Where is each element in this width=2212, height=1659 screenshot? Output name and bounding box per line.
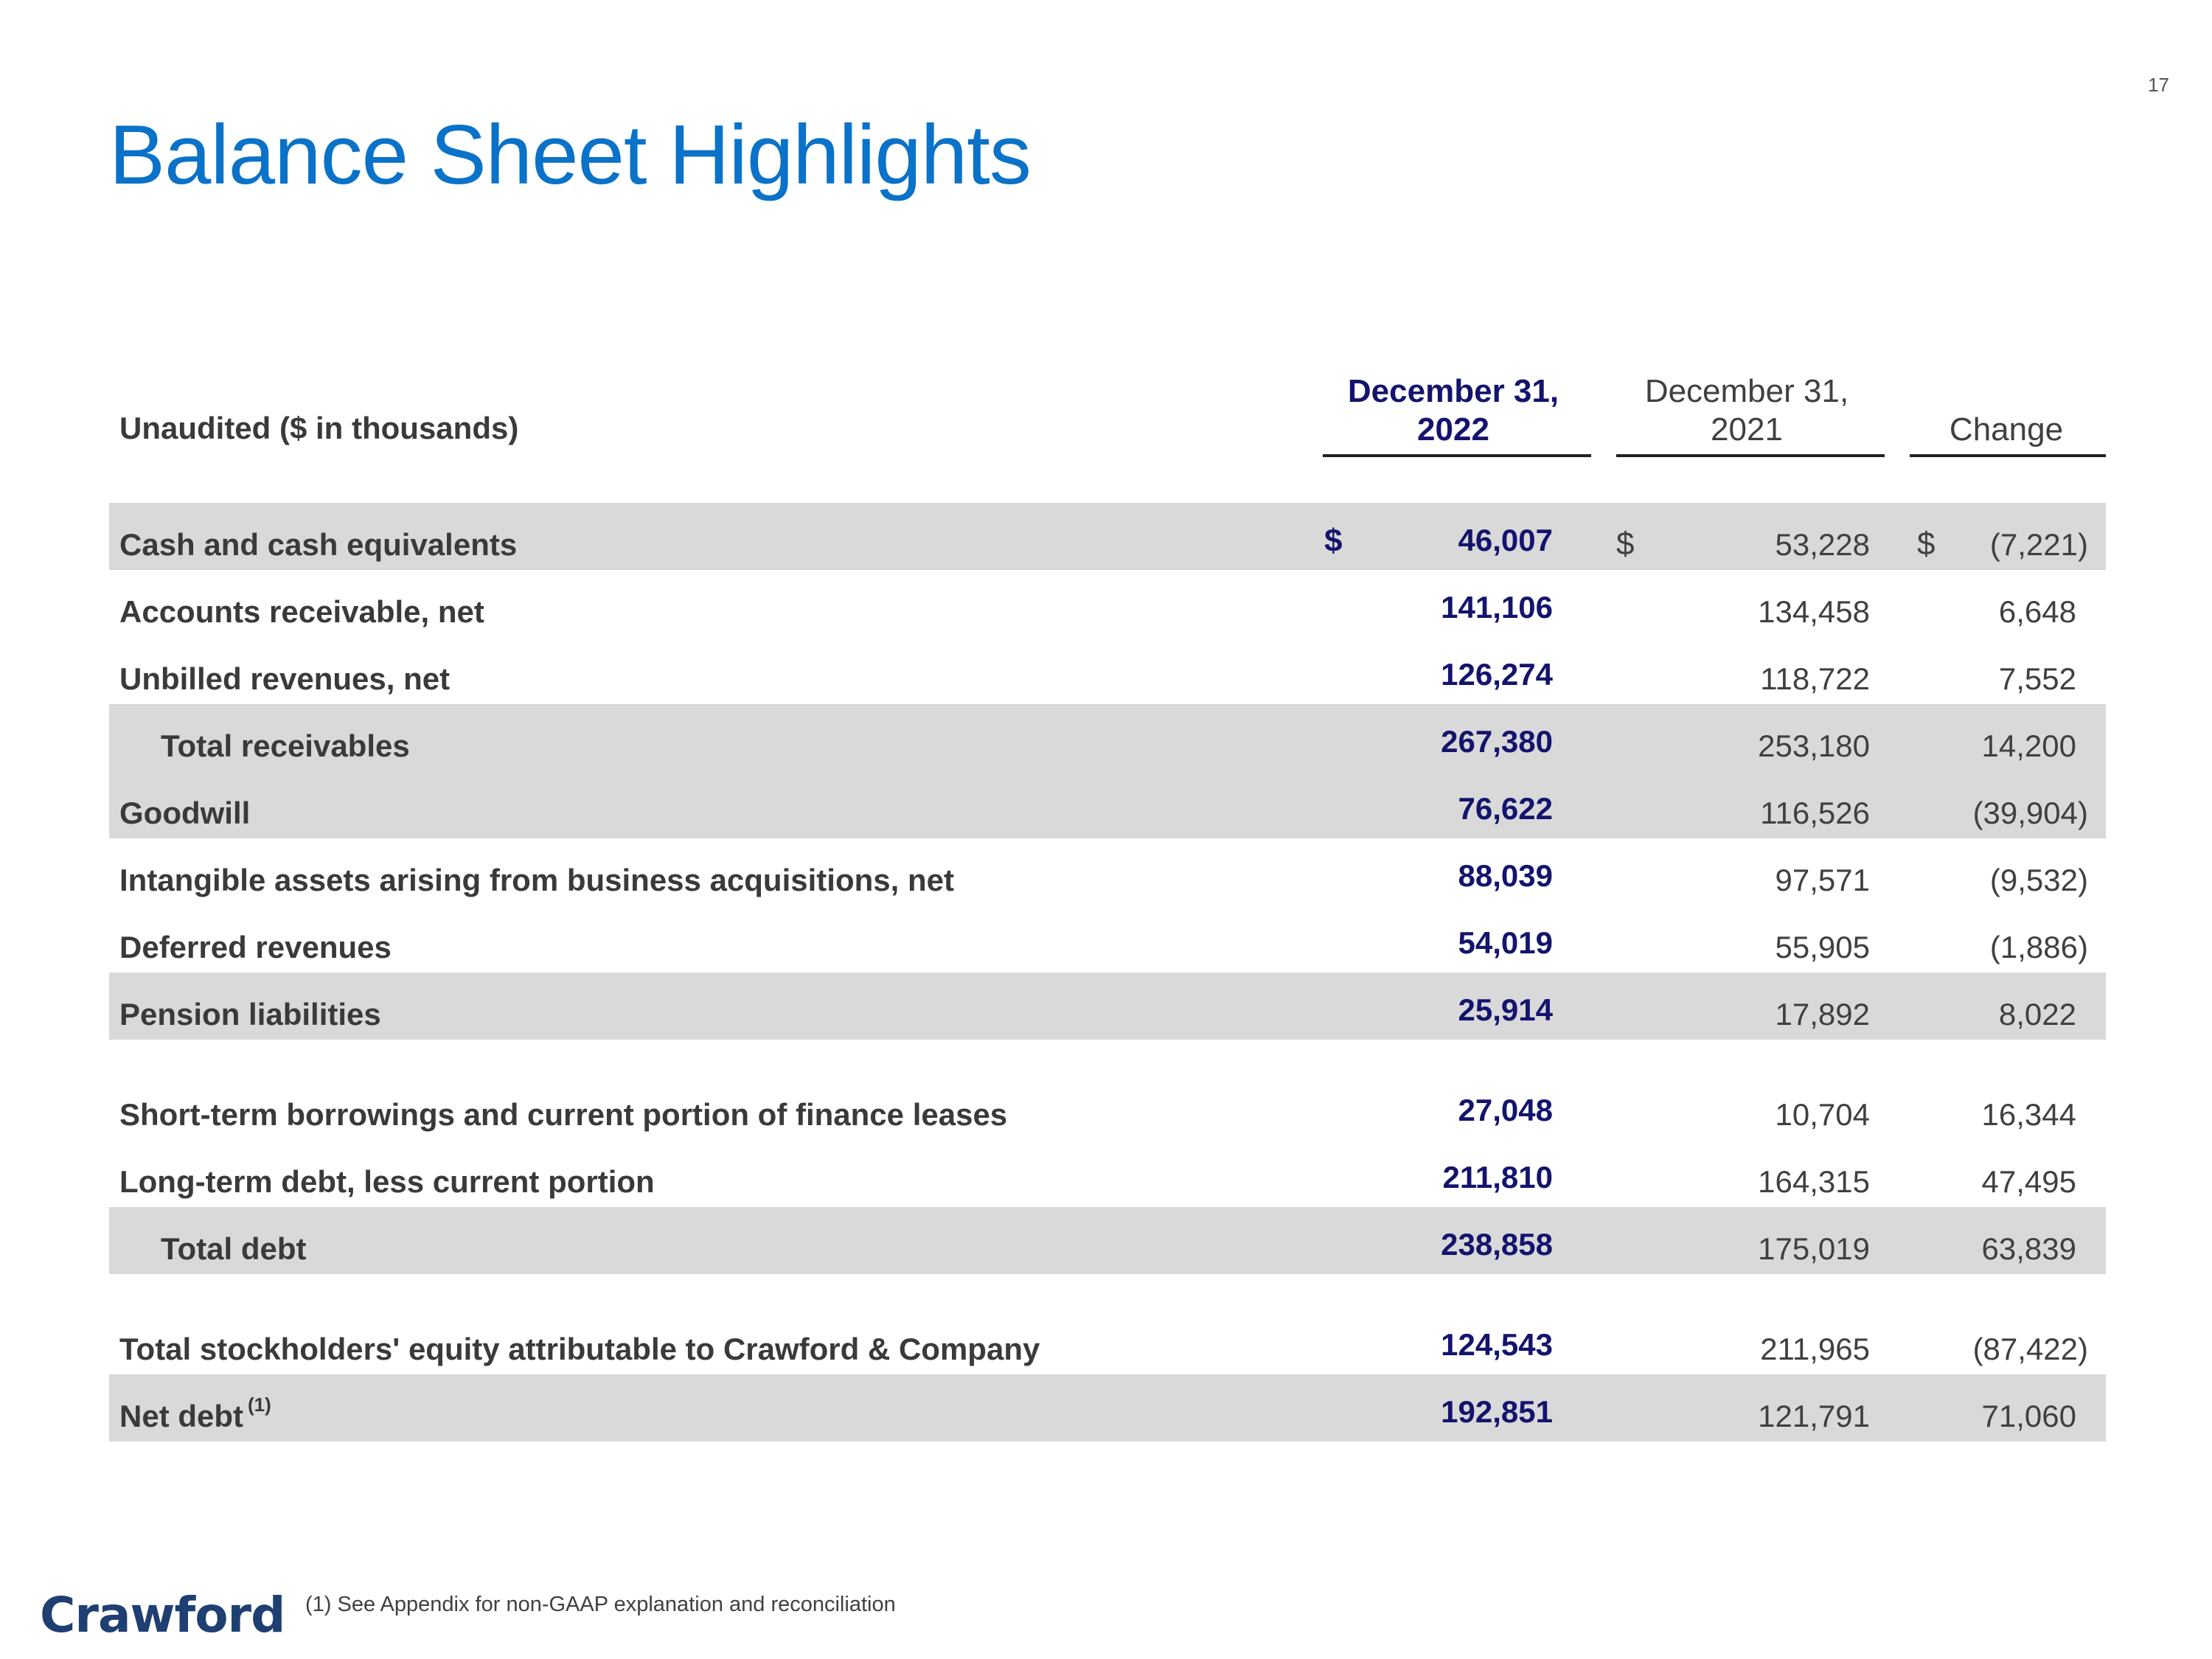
value-2022: 211,810 xyxy=(1442,1160,1553,1194)
value-2022: 267,380 xyxy=(1441,724,1553,759)
table-row xyxy=(109,1073,2106,1140)
header-rule-change xyxy=(1910,454,2106,457)
crawford-logo: Crawford xyxy=(40,1587,285,1644)
value-2021: 10,704 xyxy=(1775,1097,1870,1132)
row-label: Long-term debt, less current portion xyxy=(119,1164,655,1199)
value-2022: 124,543 xyxy=(1441,1327,1553,1362)
header-2022-line1: December 31, xyxy=(1347,373,1559,409)
table-row xyxy=(109,1140,2106,1207)
table-row xyxy=(109,1307,2106,1374)
header-2021-line1: December 31, xyxy=(1644,373,1849,409)
value-change: (1,886) xyxy=(1989,930,2088,964)
value-2022: 141,106 xyxy=(1441,590,1553,625)
table-row xyxy=(109,570,2106,637)
row-label: Total receivables xyxy=(161,728,410,763)
table-row xyxy=(109,771,2106,838)
table-row xyxy=(109,905,2106,973)
value-2021: 175,019 xyxy=(1758,1231,1870,1266)
row-label: Deferred revenues xyxy=(119,930,392,964)
value-change: (7,221) xyxy=(1989,527,2088,562)
header-change: Change xyxy=(1949,411,2064,448)
row-label xyxy=(119,1394,271,1434)
value-change: 47,495 xyxy=(1981,1164,2076,1199)
dollar-sign-2022: $ xyxy=(1324,523,1343,559)
value-change: 71,060 xyxy=(1981,1399,2076,1433)
table-row xyxy=(109,704,2106,771)
table-row xyxy=(109,973,2106,1040)
value-2021: 116,526 xyxy=(1760,796,1870,830)
dollar-sign-change: $ xyxy=(1917,526,1935,562)
value-2022: 88,039 xyxy=(1458,858,1553,893)
row-label: Accounts receivable, net xyxy=(119,594,484,629)
value-change: (87,422) xyxy=(1972,1332,2088,1366)
table-row xyxy=(109,637,2106,704)
header-2022 xyxy=(1317,372,1590,449)
value-2021: 53,228 xyxy=(1775,527,1870,562)
page-title: Balance Sheet Highlights xyxy=(109,108,1031,202)
value-2021: 17,892 xyxy=(1775,997,1870,1032)
header-2021 xyxy=(1612,372,1882,449)
table-row xyxy=(109,1207,2106,1274)
header-2022-line2: 2022 xyxy=(1417,411,1489,448)
header-rule-2021 xyxy=(1616,454,1885,457)
row-label: Intangible assets arising from business acquisitions, net xyxy=(119,863,954,897)
header-2021-line2: 2021 xyxy=(1711,411,1783,448)
row-label: Pension liabilities xyxy=(119,997,381,1032)
value-change: (9,532) xyxy=(1989,863,2088,897)
value-change: 63,839 xyxy=(1981,1231,2076,1266)
value-2021: 121,791 xyxy=(1758,1399,1870,1433)
table-row xyxy=(109,503,2106,570)
header-rule-2022 xyxy=(1323,454,1591,457)
row-label: Total stockholders' equity attributable to Crawford & Company xyxy=(119,1332,1040,1366)
value-change: 14,200 xyxy=(1981,728,2076,763)
page-number: 17 xyxy=(2148,74,2169,96)
value-2022: 25,914 xyxy=(1458,992,1553,1027)
value-change: (39,904) xyxy=(1972,796,2088,830)
row-label: Cash and cash equivalents xyxy=(119,527,518,562)
value-change: 7,552 xyxy=(1998,661,2076,696)
table-row xyxy=(109,838,2106,905)
value-2022: 238,858 xyxy=(1441,1227,1553,1262)
value-2022: 46,007 xyxy=(1458,523,1553,557)
footnote-ref: (1) xyxy=(248,1394,271,1416)
value-change: 16,344 xyxy=(1981,1097,2076,1132)
row-label: Goodwill xyxy=(119,796,251,830)
value-2022: 54,019 xyxy=(1458,925,1553,960)
value-change: 6,648 xyxy=(1998,594,2076,629)
value-2021: 134,458 xyxy=(1758,594,1870,629)
value-2021: 164,315 xyxy=(1758,1164,1870,1199)
value-2021: 97,571 xyxy=(1775,863,1870,897)
value-2021: 55,905 xyxy=(1775,930,1870,964)
row-label: Total debt xyxy=(161,1231,307,1266)
unit-label: Unaudited ($ in thousands) xyxy=(119,411,519,445)
row-label: Short-term borrowings and current portion of finance leases xyxy=(119,1097,1008,1132)
value-change: 8,022 xyxy=(1998,997,2076,1032)
value-2022: 27,048 xyxy=(1458,1093,1553,1127)
value-2021: 118,722 xyxy=(1760,661,1870,696)
value-2022: 76,622 xyxy=(1458,791,1553,826)
value-2022: 126,274 xyxy=(1441,657,1553,692)
value-2021: 253,180 xyxy=(1758,728,1870,763)
value-2022: 192,851 xyxy=(1441,1394,1553,1429)
dollar-sign-2021: $ xyxy=(1616,526,1635,562)
net-debt-label: Net debt xyxy=(119,1399,243,1433)
table-row xyxy=(109,1374,2106,1441)
value-2021: 211,965 xyxy=(1760,1332,1870,1366)
footnote: (1) See Appendix for non-GAAP explanation and reconciliation xyxy=(305,1593,896,1616)
row-label: Unbilled revenues, net xyxy=(119,661,451,696)
